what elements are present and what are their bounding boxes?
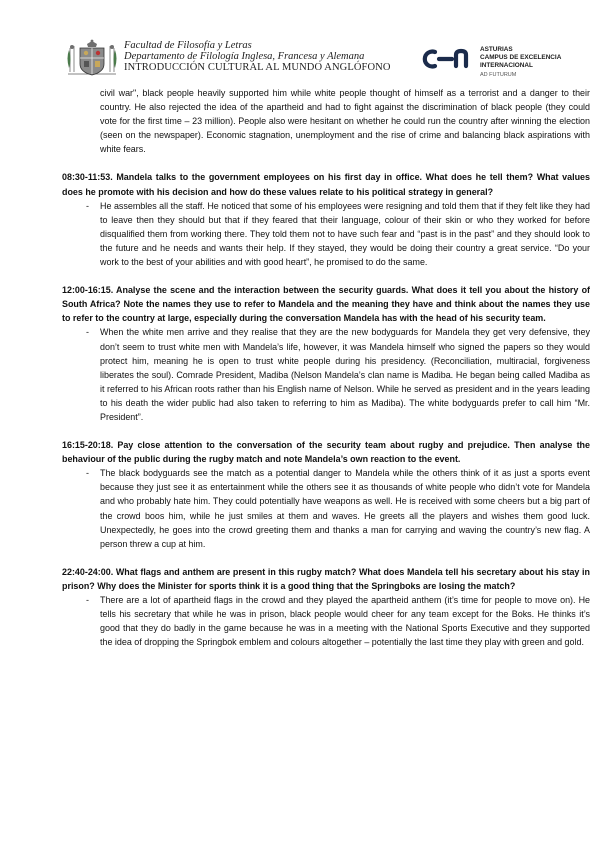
answer-continuation: civil war", black people heavily supported him while white people thought of himself as a terrorist and a danger to their country. He also rejected the idea of the apartheid and had to fight against the discrimination of black people (they could vote for the first time – 23 million). People also were hesitant on whether he could run the country after winning the election (seen on the newspaper). Economic stagnation, unemployment and the rise of crime and balancing black aspirations with white fears. [100,88,590,155]
bullet-dash: - [86,327,89,338]
campus-line-4: AD FUTURUM [480,71,517,78]
campus-line-1: ASTURIAS [480,46,513,53]
bullet-dash: - [86,595,89,605]
answer-2 [62,325,590,424]
answer-4-text: There are a lot of apartheid flags in the crowd and they played the apartheid anthem (it’s time for people to move on). He tells his secretary that while he was in prison, black people would cheer for any team except for the Boks. He thinks it’s good that they do badly in the game because he was in a meeting with the National Sports Executive and they supported the idea of dropping the Springbok emblem and colours altogether – potentially the last time they play with green and gold. [100,595,590,648]
course-name: INTRODUCCIÓN CULTURAL AL MUNDO ANGLÓFONO [124,62,391,73]
campus-line-3: INTERNACIONAL [480,62,533,70]
question-3: 16:15-20:18. Pay close attention to the conversation of the security team about rugby and prejudice. Then analyse the behaviour of the public during the rugby match and note Mandela’s own reaction to the event. [62,440,590,465]
question-4: 22:40-24:00. What flags and anthem are present in this rugby match? What does Mandela tell his secretary about his stay in prison? Why does the Minister for sports think it is a good thing that the Springboks are losing the match? [62,566,590,591]
question-1: 08:30-11:53. Mandela talks to the government employees on his first day in office. What does he tell them? What values does he promote with his decision and how do these values relate to his political strategy in general? [62,172,590,197]
document-body [62,86,590,649]
question-2: 12:00-16:15. Analyse the scene and the interaction between the security guards. What does it tell you about the history of South Africa? Note the names they use to refer to Mandela and the meaning they have and think about the names they use to refer to the country at large, especially during the conversation Mandela has with the head of his security team. [62,285,590,324]
campus-excellence-logo-icon [421,47,473,71]
answer-2-text: When the white men arrive and they realise that they are the new bodyguards for Mandela they get very defensive, they don’t seem to trust white men with Mandela’s life, however, it was Mandela himself who signed the papers so they would protect him, meaning he is open to trust white people during his presidency. (Reconciliation, multiracial, forgiveness liberates the soul). Comrade President, Madiba (Nelson Mandela’s clan name is Madiba. He began being called Madiba as it referred to his African roots rather than his English name of Nelson. While he served as president and in the years leading to his death the wider public had also taken to referring to him as Madiba). The white bodyguards prefer to call him “Mr. President”. [100,327,590,422]
page-header [0,0,600,82]
answer-1 [62,199,590,269]
faculty-name: Facultad de Filosofía y Letras [124,40,252,51]
answer-1-text: He assembles all the staff. He noticed that some of his employees were resigning and told them that if they felt like they had to leave then they should but that if they feared that their language, colour of their skin or who they worked for before disqualified them from working there. They told them not to have such fear and “past is in the past” and they should look to the future and he needs and wants their help. If they stayed, they would be doing their country a great service. “Do your work to the best of your abilities and with good heart”, he promised to do the same. [100,200,590,268]
department-name: Departamento de Filología Inglesa, Francesa y Alemana [124,51,365,62]
bullet-dash: - [86,468,89,479]
answer-3-text: The black bodyguards see the match as a potential danger to Mandela while the others think of it as just a sports event because they just see it as entertainment while the others see it as thousands of white people who didn’t vote for Mandela and who probably hate him. They could potentially have weapons as well. He is received with some cheers but a big part of the crowd boos him, while he just smiles at them and waves. He greets all the players and wishes them good luck. Unexpectedly, he goes into the crowd greeting them and thanks a man for carrying and waving the country’s new flag. A person threw a cup at him. [100,468,590,549]
answer-4 [62,593,590,649]
faculty-title [124,40,391,73]
university-crest-icon [66,38,118,78]
campus-line-2: CAMPUS DE EXCELENCIA [480,54,562,62]
answer-3 [62,466,590,551]
bullet-dash: - [86,200,89,211]
campus-text [480,46,561,79]
